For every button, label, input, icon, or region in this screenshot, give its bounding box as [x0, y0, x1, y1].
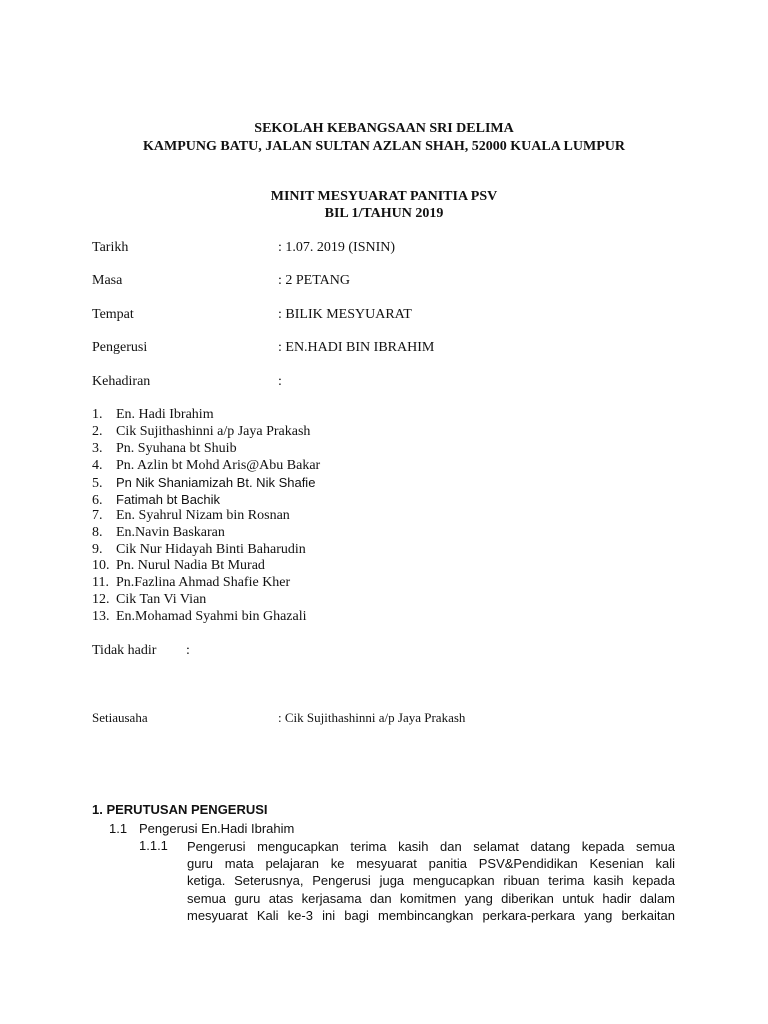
attendee-number: 2. [92, 424, 103, 439]
attendee-number: 13. [92, 609, 110, 624]
attendee-number: 8. [92, 525, 103, 540]
attendee-name: En. Syahrul Nizam bin Rosnan [116, 508, 290, 523]
tempat-value: : BILIK MESYUARAT [278, 307, 412, 322]
subsection-text: Pengerusi En.Hadi Ibrahim [139, 821, 295, 836]
attendee-item [92, 525, 225, 541]
pengerusi-label: Pengerusi [92, 340, 148, 355]
attendee-name: Pn. Syuhana bt Shuib [116, 441, 237, 456]
attendee-item [92, 592, 206, 608]
attendee-item [92, 491, 220, 509]
attendee-number: 12. [92, 592, 110, 607]
item-number: 1.1.1 [139, 838, 168, 853]
paragraph-line: mesyuarat Kali ke-3 ini bagi membincangkan perkara-perkara yang berkaitan [187, 907, 675, 923]
attendee-name: Pn Nik Shaniamizah Bt. Nik Shafie [116, 475, 316, 490]
attendee-item [92, 474, 315, 492]
tarikh-label: Tarikh [92, 240, 129, 255]
attendee-name: Pn. Azlin bt Mohd Aris@Abu Bakar [116, 458, 321, 473]
attendee-number: 4. [92, 458, 103, 473]
subsection-number: 1.1 [109, 821, 128, 836]
attendee-item [92, 558, 265, 574]
attendee-number: 11. [92, 575, 109, 590]
attendee-name: Pn.Fazlina Ahmad Shafie Kher [116, 575, 291, 590]
secretary-label: Setiausaha [92, 710, 148, 725]
attendee-name: En. Hadi Ibrahim [116, 407, 214, 422]
kehadiran-label: Kehadiran [92, 374, 151, 389]
paragraph-line: semua guru atas kerjasama dan komitmen yang diberikan untuk hadir dalam [187, 890, 675, 906]
attendee-item [92, 575, 290, 591]
attendee-number: 5. [92, 476, 103, 491]
attendee-name: Cik Tan Vi Vian [116, 592, 207, 607]
school-address: KAMPUNG BATU, JALAN SULTAN AZLAN SHAH, 52000 KUALA LUMPUR [142, 139, 625, 154]
absent-label: Tidak hadir [92, 643, 157, 658]
attendee-number: 9. [92, 542, 103, 557]
attendee-item [92, 424, 310, 440]
paragraph-line: Pengerusi mengucapkan terima kasih dan selamat datang kepada semua [187, 839, 675, 854]
section-heading: 1. PERUTUSAN PENGERUSI [92, 802, 268, 817]
masa-label: Masa [92, 273, 123, 288]
tempat-label: Tempat [92, 307, 134, 322]
attendee-item [92, 542, 306, 558]
attendee-name: En.Navin Baskaran [116, 525, 225, 540]
attendee-number: 3. [92, 441, 103, 456]
attendee-name: En.Mohamad Syahmi bin Ghazali [116, 609, 307, 624]
attendee-item [92, 609, 307, 625]
school-name: SEKOLAH KEBANGSAAN SRI DELIMA [254, 121, 514, 136]
attendee-item [92, 407, 214, 423]
attendee-number: 1. [92, 407, 103, 422]
attendee-item [92, 441, 237, 457]
attendee-number: 6. [92, 493, 103, 508]
attendee-number: 10. [92, 558, 110, 573]
attendee-name: Cik Sujithashinni a/p Jaya Prakash [116, 424, 311, 439]
item-paragraph [187, 838, 675, 924]
attendee-name: Cik Nur Hidayah Binti Baharudin [116, 542, 306, 557]
minutes-title: MINIT MESYUARAT PANITIA PSV [270, 189, 498, 204]
masa-value: : 2 PETANG [278, 273, 350, 288]
minutes-bil: BIL 1/TAHUN 2019 [324, 206, 444, 221]
paragraph-line: ketiga. Seterusnya, Pengerusi juga mengucapkan ribuan terima kasih kepada [187, 873, 675, 889]
attendee-name: Fatimah bt Bachik [116, 492, 221, 507]
attendee-number: 7. [92, 508, 103, 523]
attendee-name: Pn. Nurul Nadia Bt Murad [116, 558, 265, 573]
kehadiran-value: : [278, 374, 282, 389]
attendee-item [92, 508, 290, 524]
tarikh-value: : 1.07. 2019 (ISNIN) [278, 240, 396, 255]
secretary-value: : Cik Sujithashinni a/p Jaya Prakash [278, 710, 466, 725]
absent-value: : [186, 643, 190, 658]
pengerusi-value: : EN.HADI BIN IBRAHIM [278, 340, 435, 355]
attendee-item [92, 458, 320, 474]
paragraph-line: guru mata pelajaran ke mesyuarat panitia PSV&Pendidikan Kesenian kali [187, 856, 675, 872]
